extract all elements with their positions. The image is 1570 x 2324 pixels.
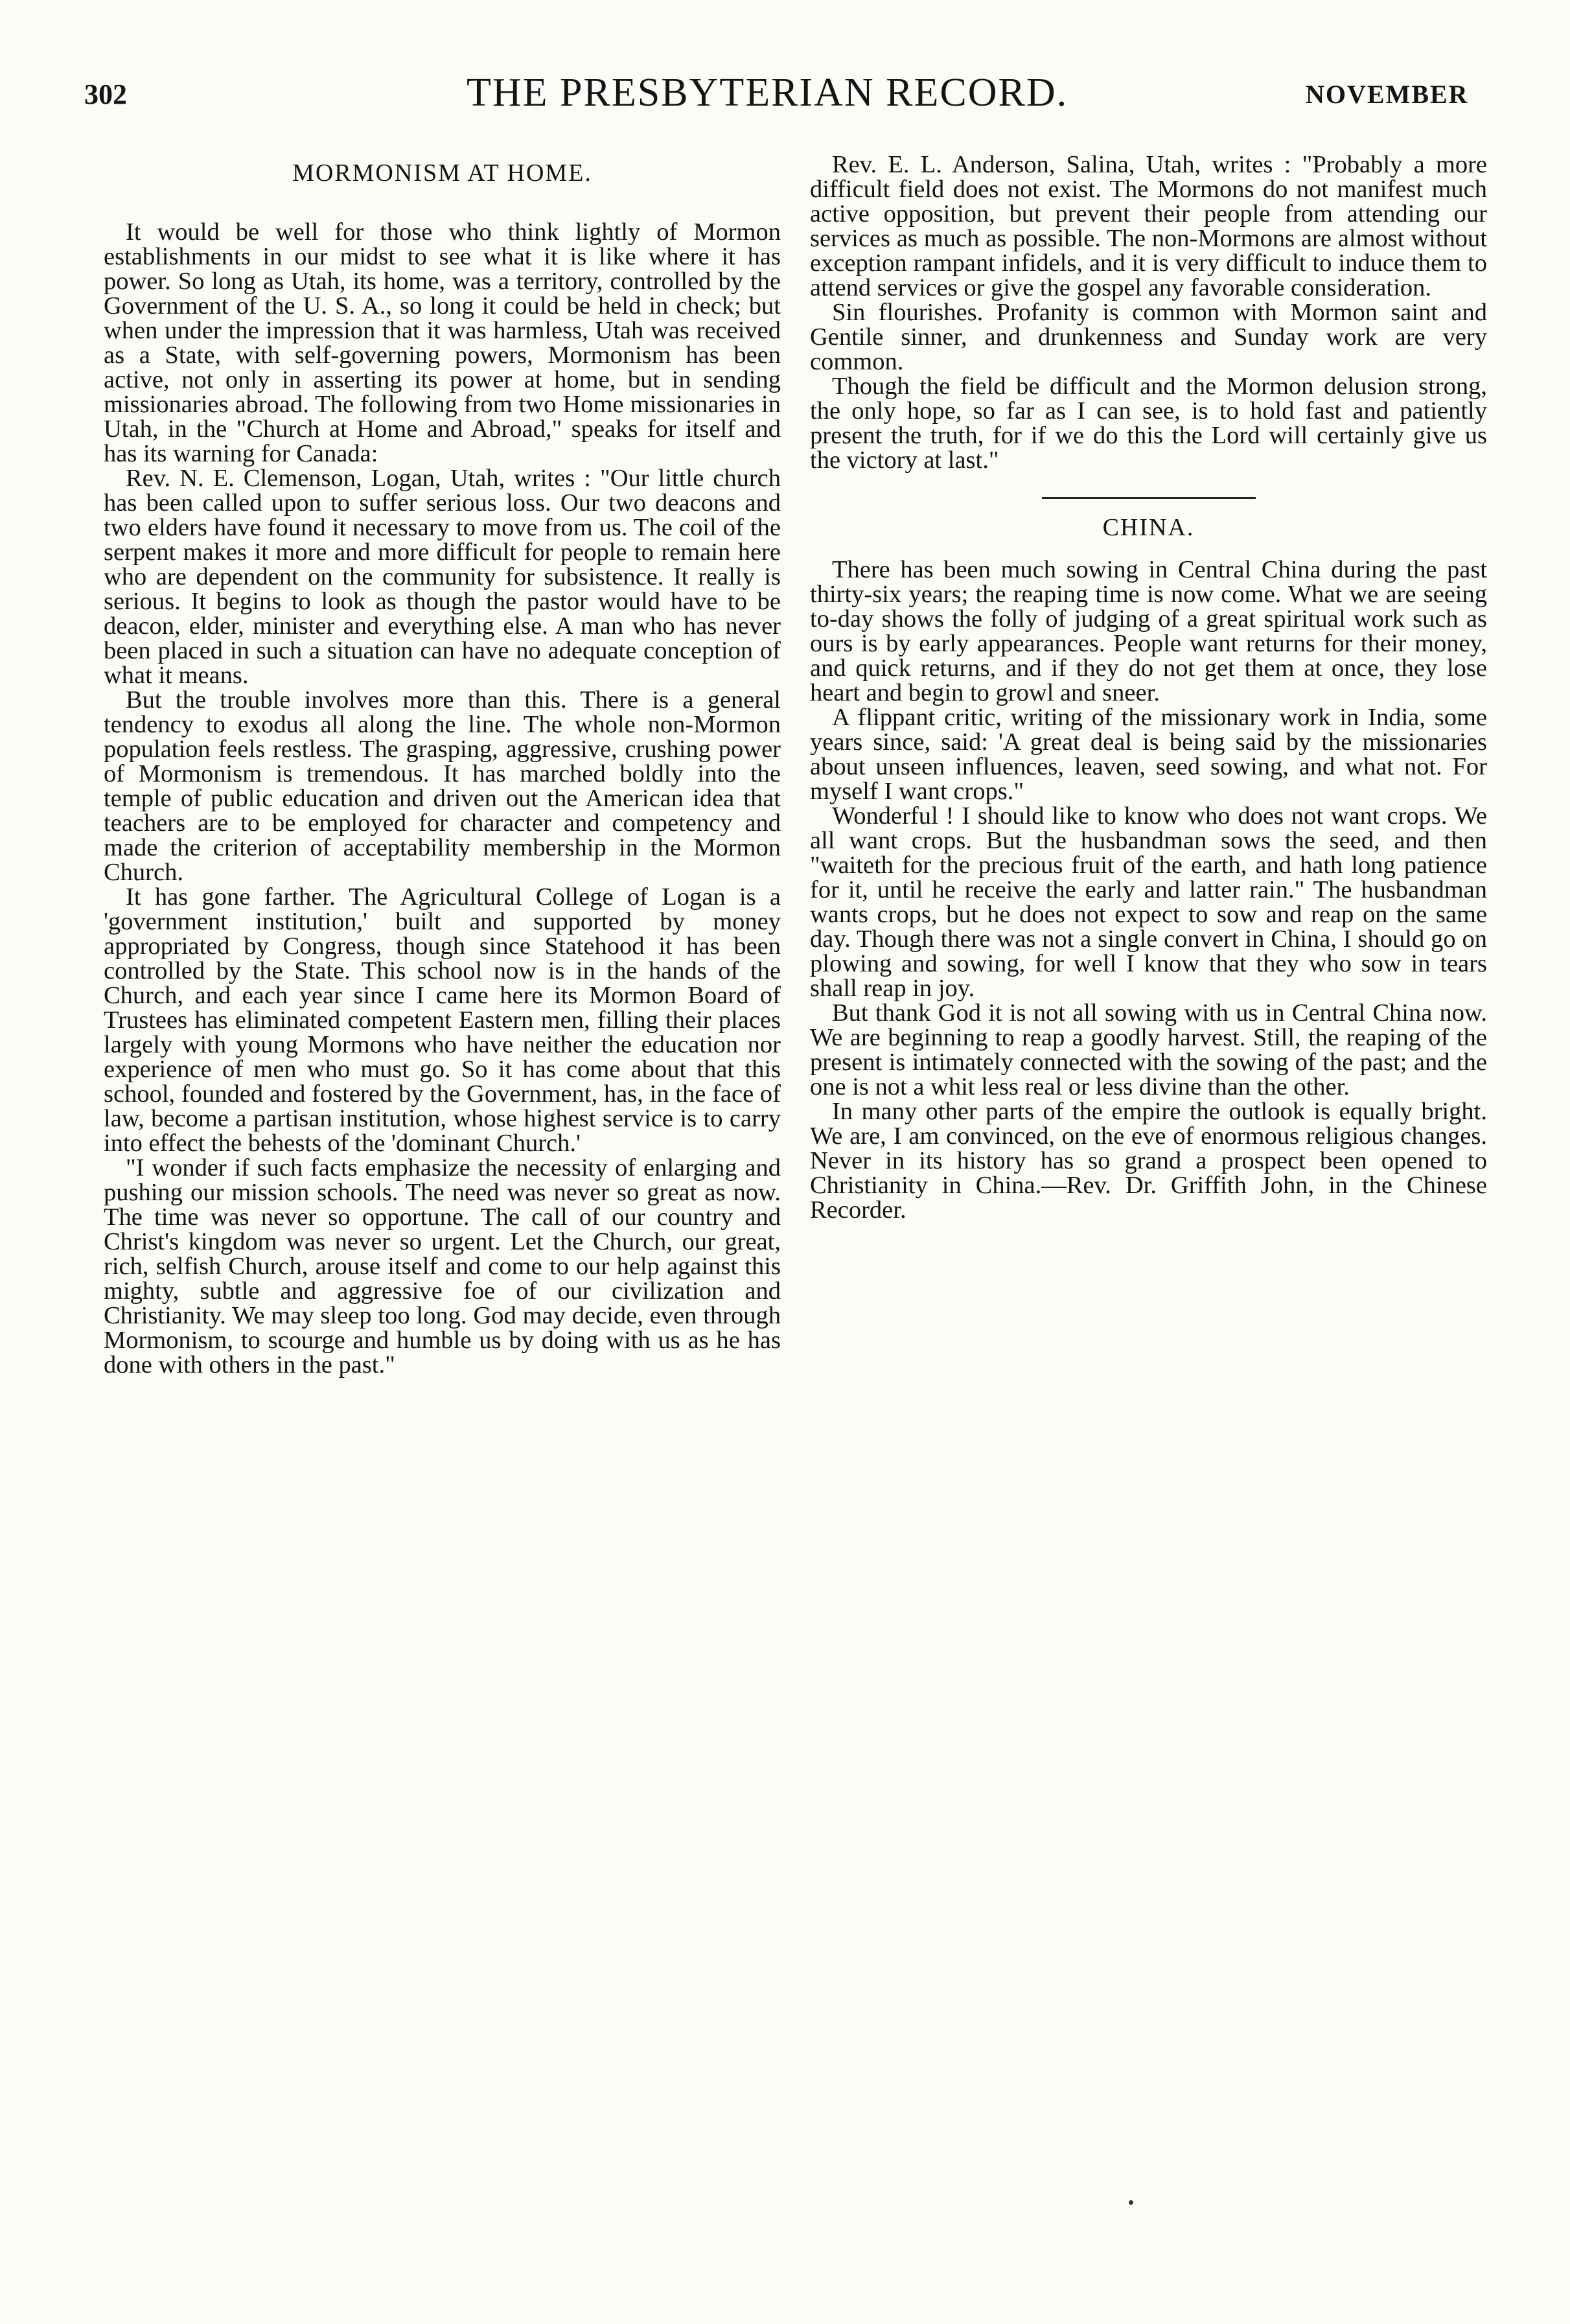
paragraph-continued: "I wonder if such facts emphasize the necessity of enlarging and pushing our mission schools. The need was never so great as now. The time was never so opportune. The call of our country and Christ's kingdom was never so urgent. Let the Church, our great, rich, selfish Church, arouse itself and come to our help against this mighty, subtle and aggressive foe of our civilization and Christianity. We may sleep too long. God may decide, even through Mormonism, to scourge and humble us by doing with us as he has done with others in the past."	[104, 1154, 781, 1378]
paragraph: Though the field be difficult and the Mormon delusion strong, the only hope, so far as I can see, is to hold fast and patiently present the truth, for if we do this the Lord will certainly give us the victory at last."	[810, 373, 1487, 474]
paragraph: In many other parts of the empire the outlook is equally bright. We are, I am convinced, on the eve of enormous religious changes. Never in its history has so grand a prospect been opened to Christianity in China.—Rev. Dr. Griffith John, in the Chinese Recorder.	[810, 1098, 1487, 1224]
paragraph: Wonderful ! I should like to know who does not want crops. We all want crops. But the husbandman sows the seed, and then "waiteth for the precious fruit of the earth, and hath long patience for it, until he receive the early and latter rain." The husbandman wants crops, but he does not expect to sow and reap on the same day. Though there was not a single convert in China, I should go on plowing and sowing, for well I know that they who sow in tears shall reap in joy.	[810, 802, 1487, 1002]
page-number: 302	[84, 78, 127, 110]
section-divider	[1042, 497, 1256, 499]
paragraph: A flippant critic, writing of the missionary work in India, some years since, said: 'A great deal is being said by the missionaries about unseen influences, leaven, seed sowing, and what not. For myself I want crops."	[810, 704, 1487, 805]
paragraph: Sin flourishes. Profanity is common with Mormon saint and Gentile sinner, and drunkenness and Sunday work are very common.	[810, 299, 1487, 375]
paragraph: It has gone farther. The Agricultural College of Logan is a 'government institution,' built and supported by money appropriated by Congress, though since Statehood it has been controlled by the State. This school now is in the hands of the Church, and each year since I came here its Mormon Board of Trustees has eliminated competent Eastern men, filling their places largely with young Mormons who have neither the education nor experience of men who must go. So it has come about that this school, founded and fostered by the Government, has, in the face of law, become a partisan institution, whose highest service is to carry into effect the behests of the 'dominant Church.'	[104, 883, 781, 1157]
article-title-china: CHINA.	[1102, 514, 1195, 541]
paragraph: But the trouble involves more than this. There is a general tendency to exodus all along the line. The whole non-Mormon population feels restless. The grasping, aggressive, crushing power of Mormonism is tremendous. It has marched boldly into the temple of public education and driven out the American idea that teachers are to be employed for character and competency and made the criterion of acceptability membership in the Mormon Church.	[104, 686, 781, 886]
paragraph: But thank God it is not all sowing with us in Central China now. We are beginning to reap a goodly harvest. Still, the reaping of the present is intimately connected with the sowing of the past; and the one is not a whit less real or less divine than the other.	[810, 999, 1487, 1100]
print-speck	[1129, 2200, 1133, 2205]
paragraph: It would be well for those who think lightly of Mormon establishments in our midst to see what it is like where it has power. So long as Utah, its home, was a territory, controlled by the Government of the U. S. A., so long it could be held in check; but when under the impression that it was harmless, Utah was received as a State, with self-governing powers, Mormonism has been active, not only in asserting its power at home, but in sending missionaries abroad. The following from two Home missionaries in Utah, in the "Church at Home and Abroad," speaks for itself and has its warning for Canada:	[104, 218, 781, 467]
paragraph: Rev. E. L. Anderson, Salina, Utah, writes : "Probably a more difficult field does not exist. The Mormons do not manifest much active opposition, but prevent their people from attending our services as much as possible. The non-Mormons are almost without exception rampant infidels, and it is very difficult to induce them to attend services or give the gospel any favorable consideration.	[810, 151, 1487, 301]
issue-month: NOVEMBER	[1306, 80, 1469, 109]
paragraph: Rev. N. E. Clemenson, Logan, Utah, writes : "Our little church has been called upon to suffer serious loss. Our two deacons and two elders have found it necessary to move from us. The coil of the serpent makes it more and more difficult for people to remain here who are dependent on the community for subsistence. It really is serious. It begins to look as though the pastor would have to be deacon, elder, minister and everything else. A man who has never been placed in such a situation can have no adequate conception of what it means.	[104, 465, 781, 689]
right-column	[810, 152, 1487, 1222]
page-header	[0, 70, 1570, 128]
left-column	[104, 152, 781, 1377]
paragraph: There has been much sowing in Central China during the past thirty-six years; the reaping time is now come. What we are seeing to-day shows the folly of judging of a great spiritual work such as ours is by early appearances. People want returns for their money, and quick returns, and if they do not get them at once, they lose heart and begin to growl and sneer.	[810, 556, 1487, 706]
article-title-mormonism: MORMONISM AT HOME.	[292, 159, 592, 187]
running-title: THE PRESBYTERIAN RECORD.	[467, 71, 1068, 115]
